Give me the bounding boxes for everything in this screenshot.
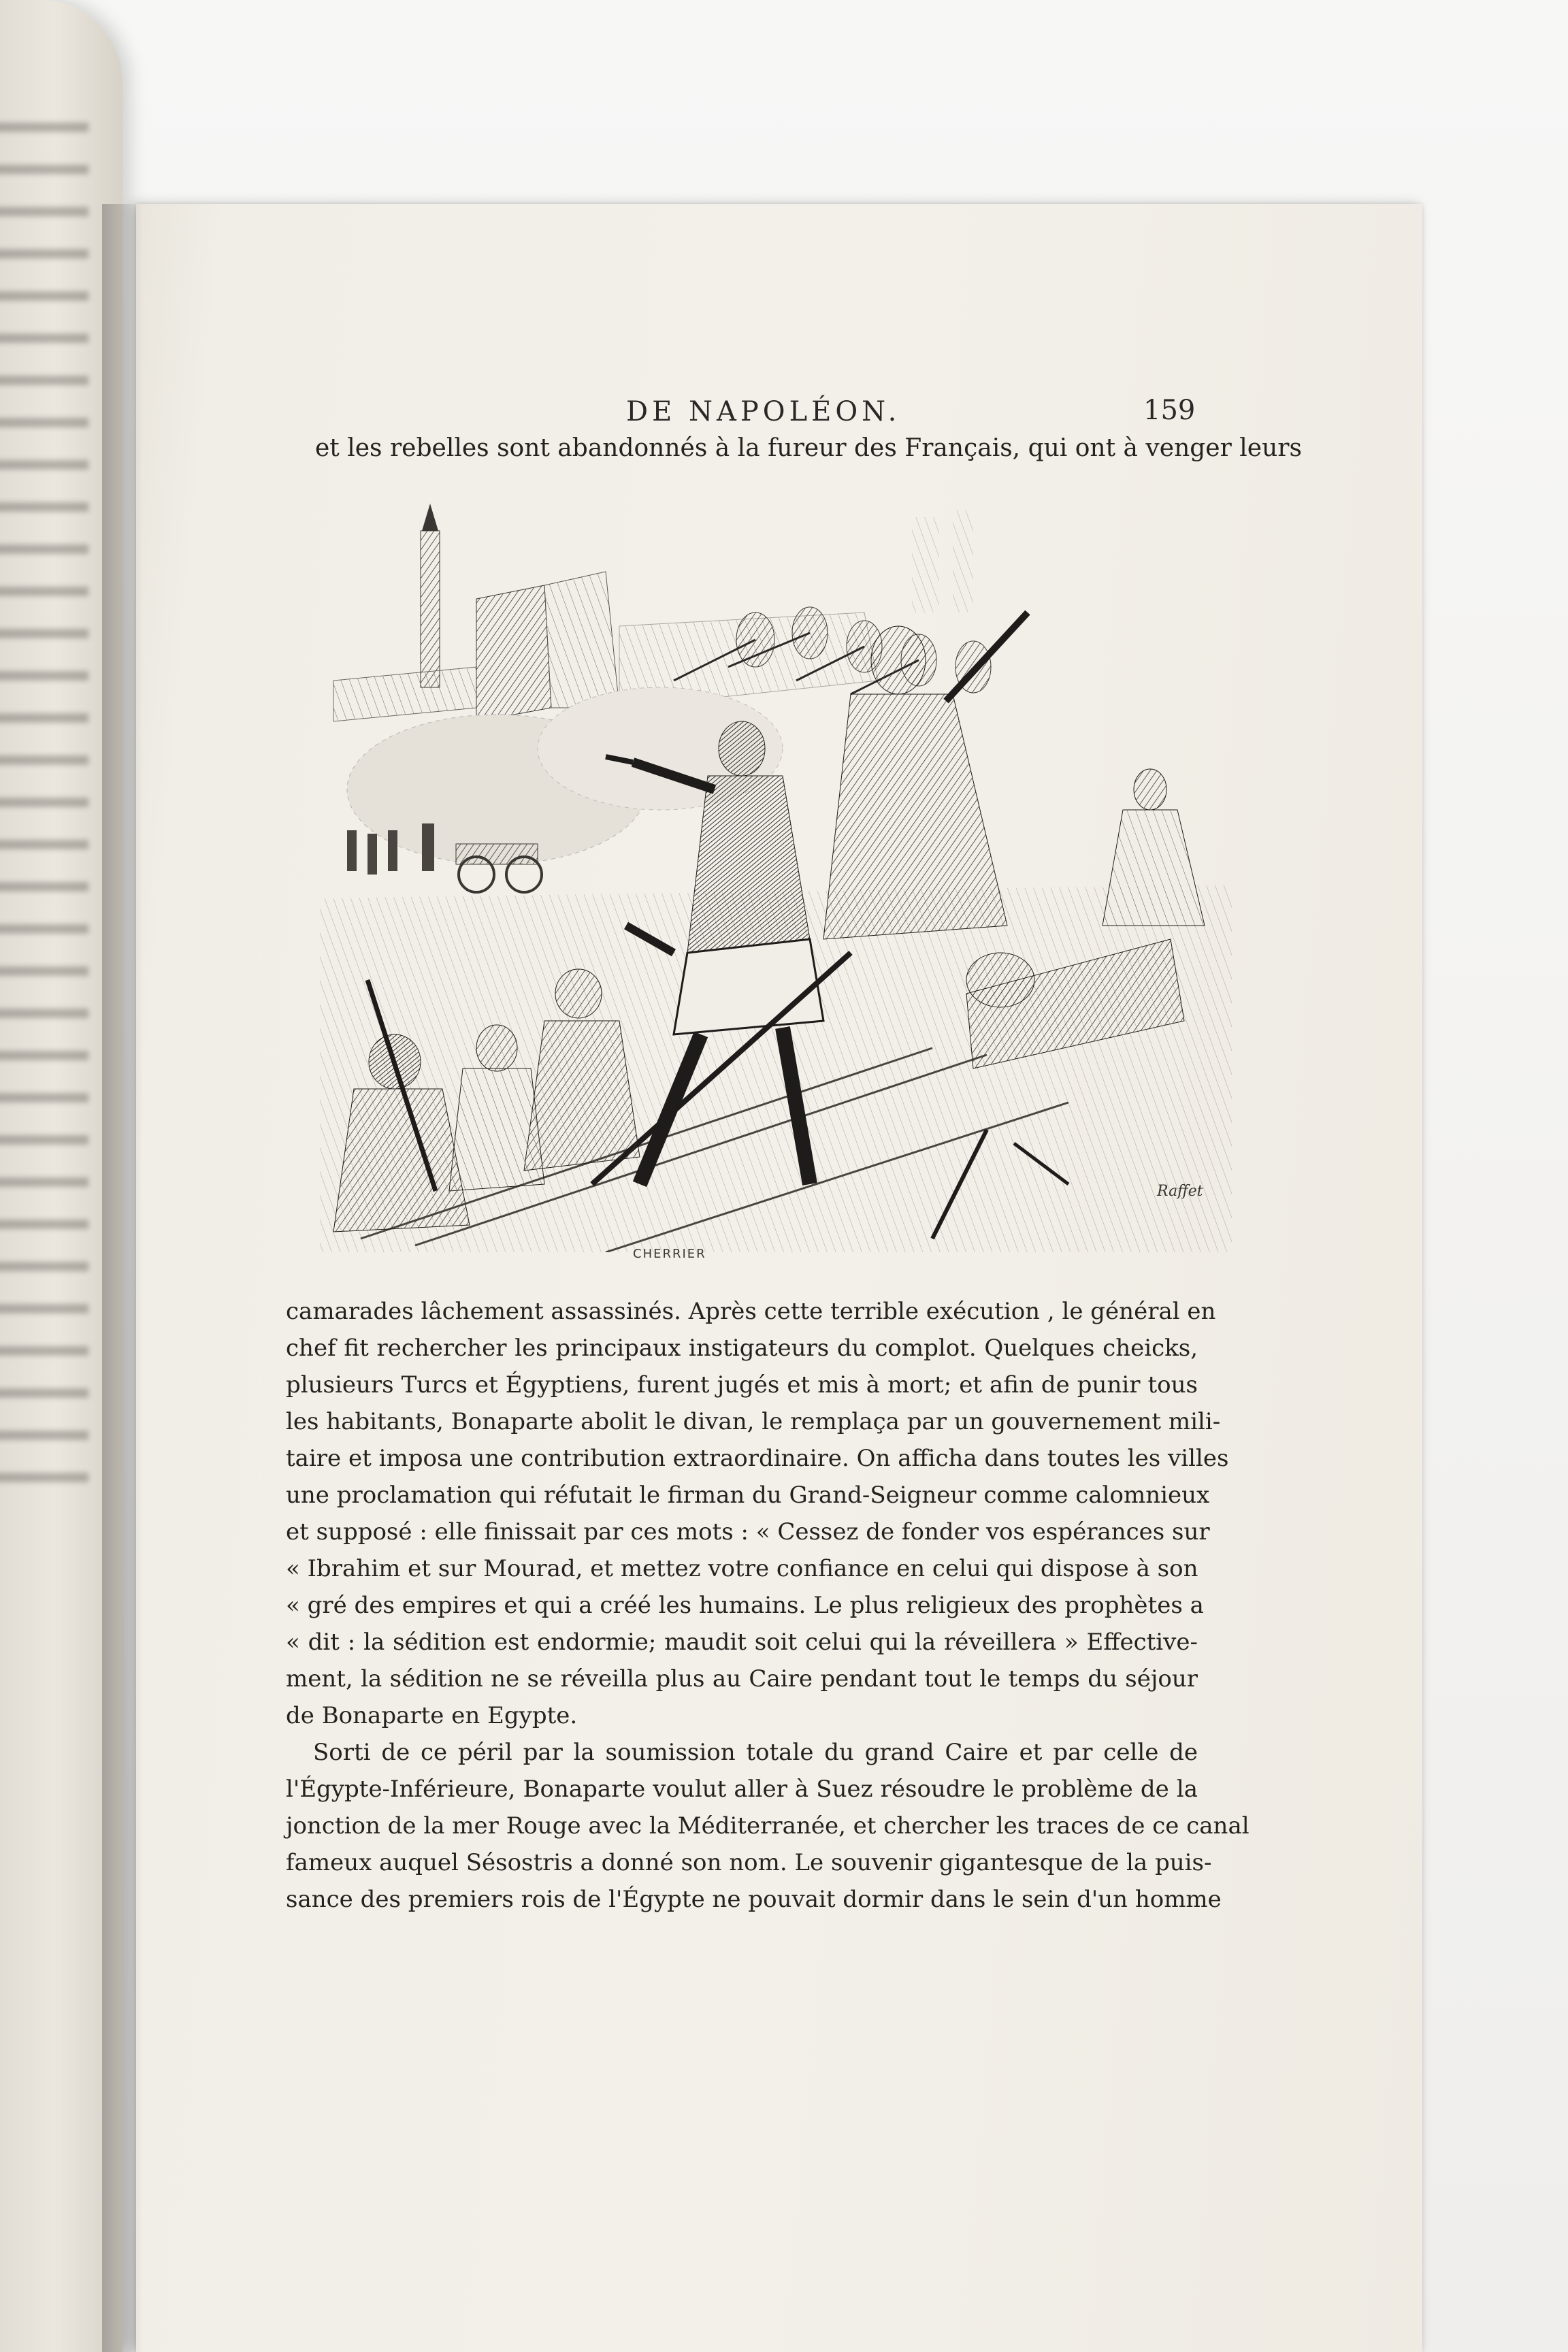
text-line: les habitants, Bonaparte abolit le divan, le remplaça par un gouvernement mili- bbox=[286, 1408, 1221, 1435]
paragraph-2 bbox=[286, 1734, 1250, 1918]
engraving-svg bbox=[320, 504, 1232, 1252]
text-line: l'Égypte-Inférieure, Bonaparte voulut aller à Suez résoudre le problème de la bbox=[286, 1776, 1198, 1803]
text-line: jonction de la mer Rouge avec la Méditerranée, et chercher les traces de ce canal bbox=[286, 1812, 1250, 1840]
first-text-line: et les rebelles sont abandonnés à la fureur des Français, qui ont à venger leurs bbox=[315, 434, 1302, 462]
text-line: taire et imposa une contribution extraordinaire. On afficha dans toutes les villes bbox=[286, 1445, 1229, 1472]
body-text bbox=[286, 1293, 1250, 1918]
running-head: DE NAPOLÉON. bbox=[626, 396, 901, 427]
text-line: chef fit rechercher les principaux instigateurs du complot. Quelques cheicks, bbox=[286, 1335, 1198, 1362]
paragraph-1 bbox=[286, 1293, 1229, 1734]
text-line: fameux auquel Sésostris a donné son nom. Le souvenir gigantesque de la puis- bbox=[286, 1849, 1212, 1876]
text-line: de Bonaparte en Egypte. bbox=[286, 1702, 578, 1729]
text-line: Sorti de ce péril par la soumission totale du grand Caire et par celle de bbox=[313, 1739, 1198, 1766]
left-page-text-blur bbox=[0, 122, 88, 1484]
text-line: plusieurs Turcs et Égyptiens, furent jugés et mis à mort; et afin de punir tous bbox=[286, 1371, 1198, 1399]
artist-signature: Raffet bbox=[1157, 1183, 1203, 1200]
text-line: ment, la sédition ne se réveilla plus au Caire pendant tout le temps du séjour bbox=[286, 1665, 1198, 1693]
text-line: « gré des empires et qui a créé les humains. Le plus religieux des prophètes a bbox=[286, 1592, 1204, 1619]
text-line: « Ibrahim et sur Mourad, et mettez votre confiance en celui qui dispose à son bbox=[286, 1555, 1198, 1582]
text-line: « dit : la sédition est endormie; maudit soit celui qui la réveillera » Effective- bbox=[286, 1629, 1198, 1656]
spine-shadow bbox=[102, 204, 143, 2352]
text-line: camarades lâchement assassinés. Après cette terrible exécution , le général en bbox=[286, 1298, 1216, 1325]
engraving-illustration bbox=[320, 504, 1232, 1252]
text-line: une proclamation qui réfutait le firman du Grand-Seigneur comme calomnieux bbox=[286, 1482, 1210, 1509]
text-line: sance des premiers rois de l'Égypte ne pouvait dormir dans le sein d'un homme bbox=[286, 1886, 1222, 1913]
engraver-caption: CHERRIER bbox=[633, 1247, 706, 1261]
text-line: et supposé : elle finissait par ces mots : « Cessez de fonder vos espérances sur bbox=[286, 1518, 1210, 1546]
page-number: 159 bbox=[1143, 395, 1196, 426]
